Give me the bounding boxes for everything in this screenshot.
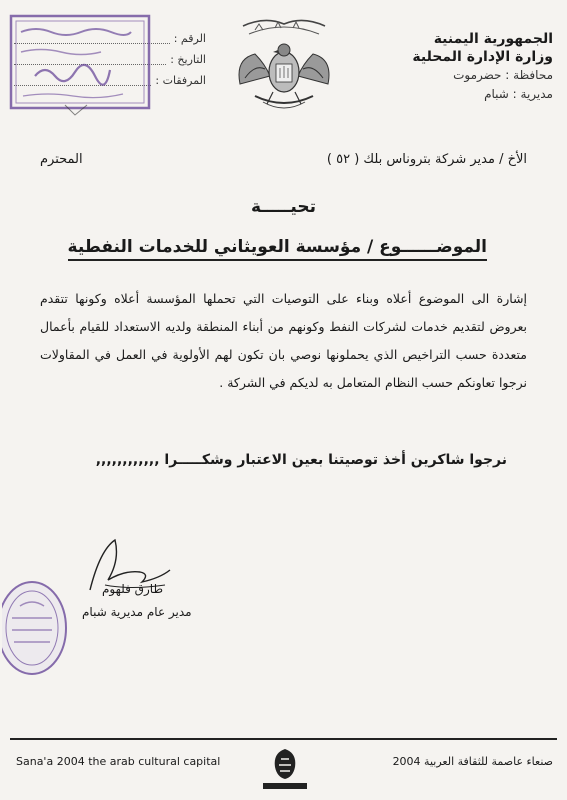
district-line: مديرية : شبام: [484, 87, 553, 101]
honorific: المحترم: [40, 152, 83, 167]
sanaa-2004-logo-icon: [245, 743, 325, 793]
date-label: التاريخ :: [170, 53, 206, 66]
footer-arabic-slogan: صنعاء عاصمة للثقافة العربية 2004: [392, 755, 553, 768]
signatory-title: مدير عام مديرية شبام: [82, 605, 192, 619]
signatory-name: طارق فلهوم: [102, 582, 163, 596]
greeting: تحيـــــة: [251, 197, 316, 217]
letter-body: إشارة الى الموضوع أعلاه وبناء على التوصيات التي تحملها المؤسسة أعلاه وكونها تتقدم بعروض لتقديم خدمات لشركات النفط وكونهم من أبناء المنطقة ولديه الاستعداد للقيام بأعمال متعددة حسب التراخيص الذي يحملونها نوصي بان تكون لهم الأولوية في العمل في المقاولات نرجوا تعاونكم حسب النظام المتعامل به لديكم في الشركة .: [40, 291, 527, 390]
ministry-name: وزارة الإدارة المحلية: [412, 49, 553, 65]
footer-divider: [10, 738, 557, 740]
republic-name: الجمهورية اليمنية: [433, 31, 553, 47]
governorate-line: محافظة : حضرموت: [453, 68, 553, 82]
official-round-stamp-icon: [2, 578, 70, 678]
reference-number-label: الرقم :: [173, 32, 206, 45]
incoming-mail-stamp-icon: [5, 10, 155, 120]
addressee: الأخ / مدير شركة بتروناس بلك ( ٥٢ ): [326, 152, 527, 167]
closing-line: نرجوا شاكرين أخذ توصيتنا بعين الاعتبار وشكـــــرا ,,,,,,,,,,,,: [95, 452, 507, 468]
yemen-eagle-emblem-icon: [225, 14, 343, 124]
letterhead-right: [393, 30, 553, 104]
addressee-line: [40, 152, 527, 167]
handwritten-signature-icon: [70, 530, 190, 610]
attachments-label: المرفقات :: [155, 74, 206, 87]
subject-line: الموضــــــوع / مؤسسة العويثاني للخدمات النفطية: [68, 237, 487, 261]
footer-english-slogan: Sana'a 2004 the arab cultural capital: [16, 755, 221, 768]
